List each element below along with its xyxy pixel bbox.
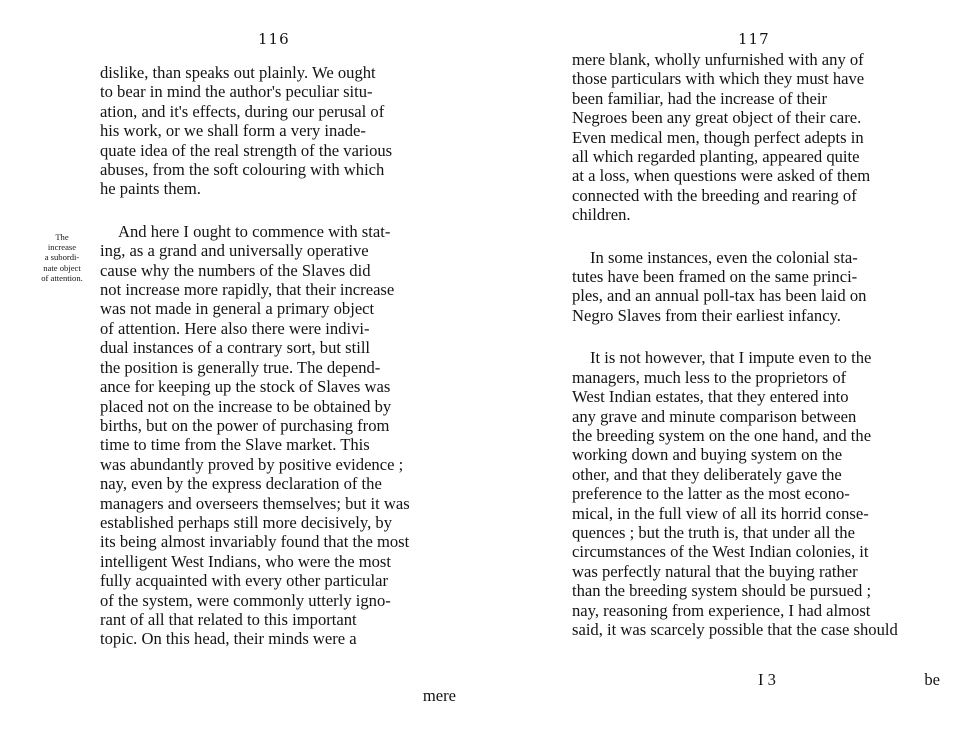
text-line: Negroes been any great object of their care. [572, 108, 862, 128]
text-line: other, and that they deliberately gave the [572, 464, 842, 484]
text-line: And here I ought to commence with stat- [118, 221, 391, 241]
text-line: nay, even by the express declaration of the [100, 474, 382, 494]
text-line: at a loss, when questions were asked of them [572, 166, 871, 186]
text-line: was abundantly proved by positive evidence ; [100, 454, 404, 474]
margin-note-line: The [55, 232, 69, 242]
text-line: any grave and minute comparison between [572, 406, 857, 426]
text-line: he paints them. [100, 179, 201, 199]
text-line: quate idea of the real strength of the various [100, 140, 393, 160]
page-number-left: 116 [258, 30, 290, 48]
text-line: ation, and it's effects, during our perusal of [100, 101, 385, 121]
text-line: abuses, from the soft colouring with which [100, 160, 385, 180]
text-line: fully acquainted with every other particular [100, 571, 388, 591]
text-line: of the system, were commonly utterly igno- [100, 590, 391, 610]
text-line: West Indian estates, that they entered into [572, 387, 849, 407]
text-line: Negro Slaves from their earliest infancy. [572, 305, 841, 325]
text-line: his work, or we shall form a very inade- [100, 121, 366, 141]
text-line: ance for keeping up the stock of Slaves was [100, 377, 391, 397]
text-line: dislike, than speaks out plainly. We ought [100, 63, 376, 82]
text-line: ples, and an annual poll-tax has been laid on [572, 286, 867, 306]
margin-note-line: a subordi- [44, 252, 80, 263]
text-line: its being almost invariably found that the most [100, 532, 410, 552]
paragraph [100, 222, 456, 649]
text-line: all which regarded planting, appeared quite [572, 147, 860, 167]
text-line: It is not however, that I impute even to the [590, 348, 872, 368]
text-line: been familiar, had the increase of their [572, 88, 828, 108]
text-line: cause why the numbers of the Slaves did [100, 260, 371, 280]
text-line: preference to the latter as the most econo- [572, 484, 850, 504]
page-number-right: 117 [738, 30, 770, 48]
text-line: working down and buying system on the [572, 445, 843, 465]
text-line: ing, as a grand and universally operative [100, 241, 369, 261]
text-line: the position is generally true. The depend- [100, 357, 381, 377]
text-line: established perhaps still more decisively, by [100, 512, 393, 532]
text-line: managers, much less to the proprietors of [572, 367, 847, 387]
margin-note-line: nate object [43, 262, 81, 273]
right-page-text [572, 50, 940, 639]
left-page-text [100, 63, 456, 649]
text-line: children. [572, 205, 631, 225]
text-line: the breeding system on the one hand, and the [572, 425, 872, 445]
text-line: circumstances of the West Indian colonies, it [572, 542, 869, 562]
paragraph [572, 50, 940, 225]
catchword-right: be [924, 670, 940, 689]
text-line: intelligent West Indians, who were the most [100, 551, 391, 571]
text-line: managers and overseers themselves; but it was [100, 493, 410, 513]
margin-note-line: increase [47, 242, 77, 253]
text-line: time to time from the Slave market. This [100, 435, 370, 455]
text-line: tutes have been framed on the same princi- [572, 267, 858, 287]
paragraph [572, 348, 940, 639]
text-line: dual instances of a contrary sort, but still [100, 338, 371, 358]
text-line: than the breeding system should be pursued ; [572, 581, 872, 601]
text-line: not increase more rapidly, that their increase [100, 280, 395, 300]
text-line: was perfectly natural that the buying rather [572, 561, 858, 581]
paragraph [572, 248, 940, 326]
text-line: placed not on the increase to be obtained by [100, 396, 392, 416]
paragraph [100, 63, 456, 199]
text-line: nay, reasoning from experience, I had almost [572, 600, 871, 620]
text-line: mical, in the full view of all its horrid conse- [572, 503, 869, 523]
signature-mark: I 3 [758, 670, 776, 689]
text-line: mere blank, wholly unfurnished with any of [572, 50, 864, 69]
text-line: of attention. Here also there were indivi- [100, 318, 370, 338]
text-line: topic. On this head, their minds were a [100, 629, 357, 649]
text-line: rant of all that related to this important [100, 609, 357, 629]
text-line: births, but on the power of purchasing from [100, 415, 390, 435]
text-line: Even medical men, though perfect adepts in [572, 127, 864, 147]
text-line: those particulars with which they must have [572, 69, 865, 89]
text-line: quences ; but the truth is, that under all the [572, 522, 855, 542]
margin-note-line: of attention. [41, 272, 83, 283]
catchword-left: mere [422, 686, 456, 705]
text-line: connected with the breeding and rearing of [572, 185, 857, 205]
text-line: to bear in mind the author's peculiar situ- [100, 82, 373, 102]
text-line: was not made in general a primary object [100, 299, 375, 319]
text-line: said, it was scarcely possible that the case should [572, 619, 898, 639]
margin-note [28, 232, 96, 283]
text-line: In some instances, even the colonial sta- [590, 247, 858, 267]
